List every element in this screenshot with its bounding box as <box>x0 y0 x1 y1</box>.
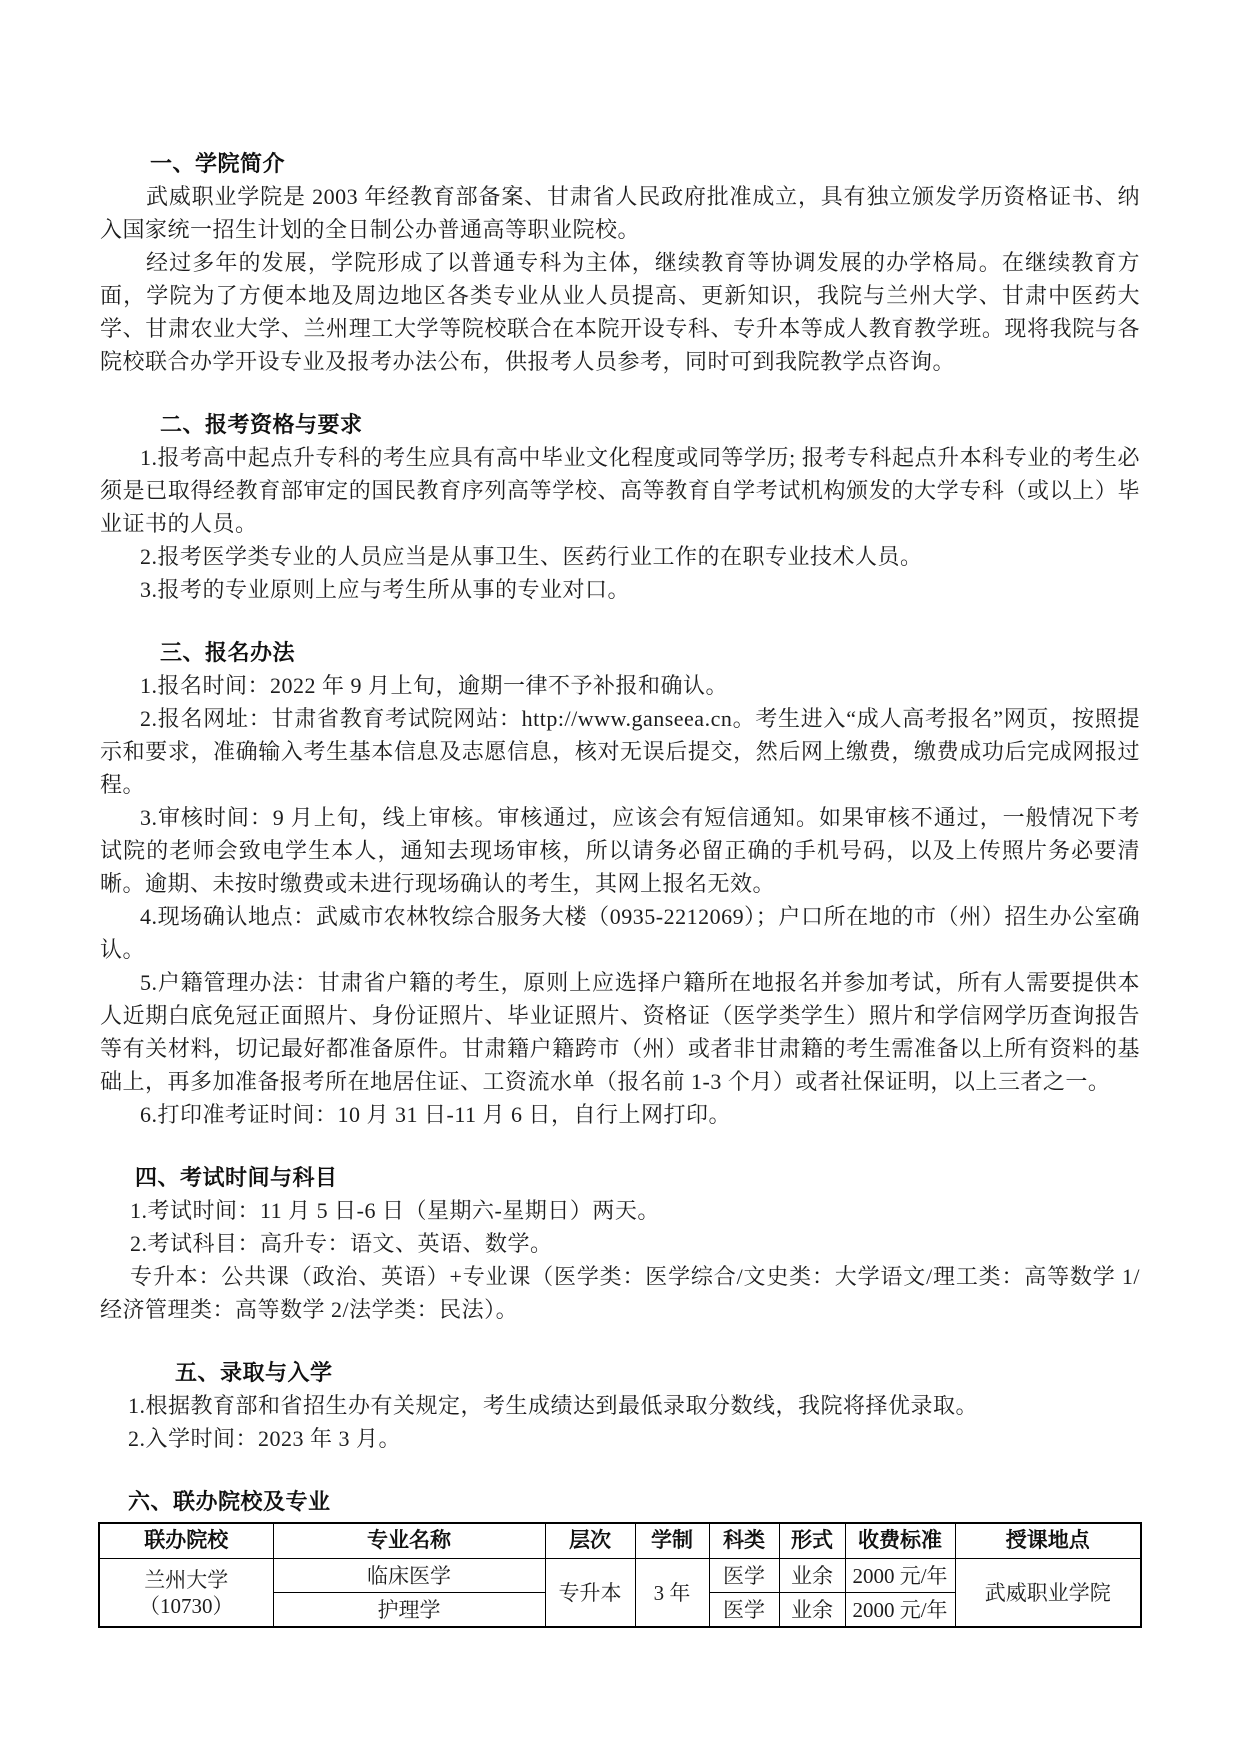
school-code: （10730） <box>139 1593 234 1618</box>
duration-cell: 3 年 <box>635 1559 709 1628</box>
column-header-category: 科类 <box>709 1523 779 1559</box>
paragraph: 1.考试时间：11 月 5 日-6 日（星期六-星期日）两天。 <box>130 1198 660 1223</box>
section-heading: 一、学院简介 <box>150 151 286 176</box>
paragraph: 2.入学时间：2023 年 3 月。 <box>128 1426 402 1451</box>
school-name: 兰州大学 <box>144 1567 229 1592</box>
section-heading: 四、考试时间与科目 <box>135 1165 338 1190</box>
section-heading: 二、报考资格与要求 <box>160 412 363 437</box>
section-college-intro <box>100 147 1140 378</box>
major-cell: 临床医学 <box>273 1559 545 1593</box>
paragraph: 2.报考医学类专业的人员应当是从事卫生、医药行业工作的在职专业技术人员。 <box>140 544 923 569</box>
section-registration <box>100 636 1140 1131</box>
column-header-level: 层次 <box>545 1523 635 1559</box>
location-cell: 武威职业学院 <box>955 1559 1141 1628</box>
paragraph: 1.报名时间：2022 年 9 月上旬，逾期一律不予补报和确认。 <box>140 673 729 698</box>
section-heading: 五、录取与入学 <box>175 1360 333 1385</box>
section-admission <box>100 1356 1140 1455</box>
column-header-fee: 收费标准 <box>845 1523 955 1559</box>
paragraph: 6.打印准考证时间：10 月 31 日-11 月 6 日，自行上网打印。 <box>140 1102 732 1127</box>
paragraph: 2.报名网址：甘肃省教育考试院网站：http://www.ganseea.cn。考生进入“成人高考报名”网页，按照提示和要求，准确输入考生基本信息及志愿信息，核对无误后提交，然后网上缴费，缴费成功后完成网报过程。 <box>100 706 1140 797</box>
column-header-duration: 学制 <box>635 1523 709 1559</box>
form-cell: 业余 <box>779 1593 845 1628</box>
partner-schools-table <box>98 1522 1142 1628</box>
section-partner-schools <box>100 1485 1140 1628</box>
school-cell <box>99 1559 273 1628</box>
column-header-school: 联办院校 <box>99 1523 273 1559</box>
section-heading: 六、联办院校及专业 <box>128 1489 331 1514</box>
category-cell: 医学 <box>709 1559 779 1593</box>
column-header-location: 授课地点 <box>955 1523 1141 1559</box>
paragraph: 武威职业学院是 2003 年经教育部备案、甘肃省人民政府批准成立，具有独立颁发学历资格证书、纳入国家统一招生计划的全日制公办普通高等职业院校。 <box>100 184 1140 242</box>
section-heading: 三、报名办法 <box>160 640 296 665</box>
paragraph: 1.根据教育部和省招生办有关规定，考生成绩达到最低录取分数线，我院将择优录取。 <box>128 1393 979 1418</box>
paragraph: 5.户籍管理办法：甘肃省户籍的考生，原则上应选择户籍所在地报名并参加考试，所有人需要提供本人近期白底免冠正面照片、身份证照片、毕业证照片、资格证（医学类学生）照片和学信网学历查询报告等有关材料，切记最好都准备原件。甘肃籍户籍跨市（州）或者非甘肃籍的考生需准备以上所有资料的基础上，再多加准备报考所在地居住证、工资流水单（报名前 1-3 个月）或者社保证明，以上三者之一。 <box>100 970 1140 1094</box>
paragraph: 3.报考的专业原则上应与考生所从事的专业对口。 <box>140 577 631 602</box>
column-header-major: 专业名称 <box>273 1523 545 1559</box>
paragraph: 专升本：公共课（政治、英语）+专业课（医学类：医学综合/文史类：大学语文/理工类：高等数学 1/经济管理类：高等数学 2/法学类：民法）。 <box>100 1264 1140 1322</box>
form-cell: 业余 <box>779 1559 845 1593</box>
section-exam-schedule <box>100 1161 1140 1326</box>
paragraph: 2.考试科目：高升专：语文、英语、数学。 <box>130 1231 553 1256</box>
paragraph: 经过多年的发展，学院形成了以普通专科为主体，继续教育等协调发展的办学格局。在继续教育方面，学院为了方便本地及周边地区各类专业从业人员提高、更新知识，我院与兰州大学、甘肃中医药大学、甘肃农业大学、兰州理工大学等院校联合在本院开设专科、专升本等成人教育教学班。现将我院与各院校联合办学开设专业及报考办法公布，供报考人员参考，同时可到我院教学点咨询。 <box>100 250 1140 374</box>
table-row <box>99 1559 1141 1593</box>
paragraph: 1.报考高中起点升专科的考生应具有高中毕业文化程度或同等学历; 报考专科起点升本科专业的考生必须是已取得经教育部审定的国民教育序列高等学校、高等教育自学考试机构颁发的大学专科（或以上）毕业证书的人员。 <box>100 445 1140 536</box>
fee-cell: 2000 元/年 <box>845 1559 955 1593</box>
paragraph: 4.现场确认地点：武威市农林牧综合服务大楼（0935-2212069）；户口所在地的市（州）招生办公室确认。 <box>100 904 1140 962</box>
major-cell: 护理学 <box>273 1593 545 1628</box>
level-cell: 专升本 <box>545 1559 635 1628</box>
table-header-row <box>99 1523 1141 1559</box>
category-cell: 医学 <box>709 1593 779 1628</box>
paragraph: 3.审核时间：9 月上旬，线上审核。审核通过，应该会有短信通知。如果审核不通过，一般情况下考试院的老师会致电学生本人，通知去现场审核，所以请务必留正确的手机号码，以及上传照片务必要清晰。逾期、未按时缴费或未进行现场确认的考生，其网上报名无效。 <box>100 805 1140 896</box>
section-eligibility <box>100 408 1140 606</box>
fee-cell: 2000 元/年 <box>845 1593 955 1628</box>
column-header-form: 形式 <box>779 1523 845 1559</box>
